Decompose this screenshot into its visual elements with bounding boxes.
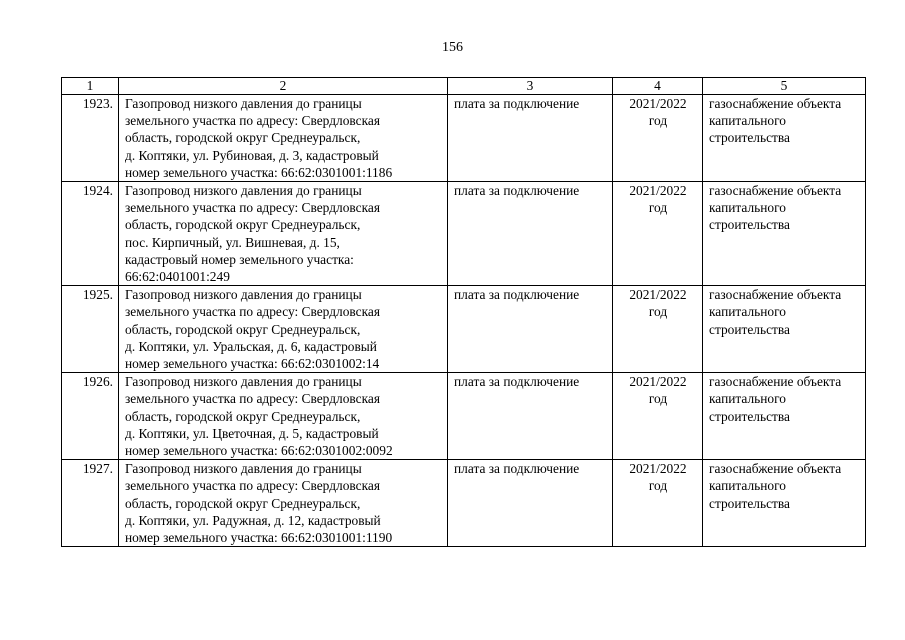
purpose-line: капитального <box>709 304 786 320</box>
object-description-line: д. Коптяки, ул. Уральская, д. 6, кадастровый <box>125 338 377 354</box>
row-number: 1927. <box>62 460 119 547</box>
table-row <box>62 182 866 286</box>
purpose-line: газоснабжение объекта <box>709 183 842 199</box>
row-number: 1924. <box>62 182 119 286</box>
purpose-line: строительства <box>709 130 790 146</box>
object-description-line: д. Коптяки, ул. Цветочная, д. 5, кадастровый <box>125 425 379 441</box>
purpose-line: газоснабжение объекта <box>709 96 842 111</box>
object-description-line: земельного участка по адресу: Свердловская <box>125 113 380 129</box>
purpose-line: строительства <box>709 217 790 233</box>
object-description-line: земельного участка по адресу: Свердловская <box>125 200 380 216</box>
purpose-line: капитального <box>709 391 786 407</box>
period <box>613 95 703 182</box>
table-row <box>62 373 866 460</box>
purpose <box>703 373 866 460</box>
object-description-line: область, городской округ Среднеуральск, <box>125 130 361 146</box>
page-number: 156 <box>442 40 463 55</box>
object-description-line: пос. Кирпичный, ул. Вишневая, д. 15, <box>125 234 340 250</box>
header-col-1: 1 <box>62 78 119 95</box>
period-line: год <box>648 200 668 216</box>
row-number: 1925. <box>62 286 119 373</box>
fee-type: плата за подключение <box>448 373 613 460</box>
object-description-line: номер земельного участка: 66:62:0301002:14 <box>125 356 380 372</box>
header-col-3: 3 <box>448 78 613 95</box>
period <box>613 182 703 286</box>
purpose <box>703 182 866 286</box>
object-description-line: земельного участка по адресу: Свердловская <box>125 478 380 494</box>
fee-type: плата за подключение <box>448 286 613 373</box>
row-number: 1923. <box>62 95 119 182</box>
table-body <box>62 95 866 547</box>
purpose-line: газоснабжение объекта <box>709 461 842 477</box>
period-line: год <box>648 391 668 407</box>
period-line: год <box>648 113 668 129</box>
period <box>613 286 703 373</box>
purpose-line: строительства <box>709 321 790 337</box>
object-description <box>119 286 448 373</box>
object-description <box>119 460 448 547</box>
purpose-line: капитального <box>709 478 786 494</box>
period-line: 2021/2022 <box>629 183 687 199</box>
purpose <box>703 460 866 547</box>
purpose-line: газоснабжение объекта <box>709 374 842 390</box>
purpose-line: капитального <box>709 113 786 129</box>
object-description-line: номер земельного участка: 66:62:0301001:1190 <box>125 530 393 546</box>
fee-type: плата за подключение <box>448 95 613 182</box>
period-line: 2021/2022 <box>629 96 687 111</box>
purpose <box>703 95 866 182</box>
fee-type: плата за подключение <box>448 182 613 286</box>
table-row <box>62 95 866 182</box>
purpose-line: строительства <box>709 408 790 424</box>
period-line: год <box>648 478 668 494</box>
period-line: год <box>648 304 668 320</box>
object-description-line: Газопровод низкого давления до границы <box>125 183 362 199</box>
object-description-line: область, городской округ Среднеуральск, <box>125 321 361 337</box>
header-row <box>62 78 866 95</box>
purpose-line: капитального <box>709 200 786 216</box>
object-description-line: земельного участка по адресу: Свердловская <box>125 391 380 407</box>
period <box>613 460 703 547</box>
purpose-line: строительства <box>709 495 790 511</box>
object-description <box>119 95 448 182</box>
period-line: 2021/2022 <box>629 461 687 477</box>
object-description-line: область, городской округ Среднеуральск, <box>125 217 361 233</box>
period <box>613 373 703 460</box>
period-line: 2021/2022 <box>629 287 687 303</box>
object-description-line: область, городской округ Среднеуральск, <box>125 495 361 511</box>
header-col-5: 5 <box>703 78 866 95</box>
object-description <box>119 182 448 286</box>
object-description-line: Газопровод низкого давления до границы <box>125 96 362 111</box>
object-description-line: номер земельного участка: 66:62:0301001:1186 <box>125 164 393 180</box>
object-description <box>119 373 448 460</box>
fee-type: плата за подключение <box>448 460 613 547</box>
header-col-4: 4 <box>613 78 703 95</box>
purpose-line: газоснабжение объекта <box>709 287 842 303</box>
registry-table <box>61 77 866 547</box>
table-row <box>62 460 866 547</box>
table-row <box>62 286 866 373</box>
object-description-line: земельного участка по адресу: Свердловская <box>125 304 380 320</box>
object-description-line: Газопровод низкого давления до границы <box>125 461 362 477</box>
period-line: 2021/2022 <box>629 374 687 390</box>
object-description-line: 66:62:0401001:249 <box>125 269 230 285</box>
header-col-2: 2 <box>119 78 448 95</box>
object-description-line: Газопровод низкого давления до границы <box>125 287 362 303</box>
object-description-line: кадастровый номер земельного участка: <box>125 251 354 267</box>
purpose <box>703 286 866 373</box>
row-number: 1926. <box>62 373 119 460</box>
object-description-line: область, городской округ Среднеуральск, <box>125 408 361 424</box>
object-description-line: д. Коптяки, ул. Рубиновая, д. 3, кадастровый <box>125 147 379 163</box>
object-description-line: Газопровод низкого давления до границы <box>125 374 362 390</box>
object-description-line: номер земельного участка: 66:62:0301002:0092 <box>125 443 393 459</box>
object-description-line: д. Коптяки, ул. Радужная, д. 12, кадастровый <box>125 512 381 528</box>
